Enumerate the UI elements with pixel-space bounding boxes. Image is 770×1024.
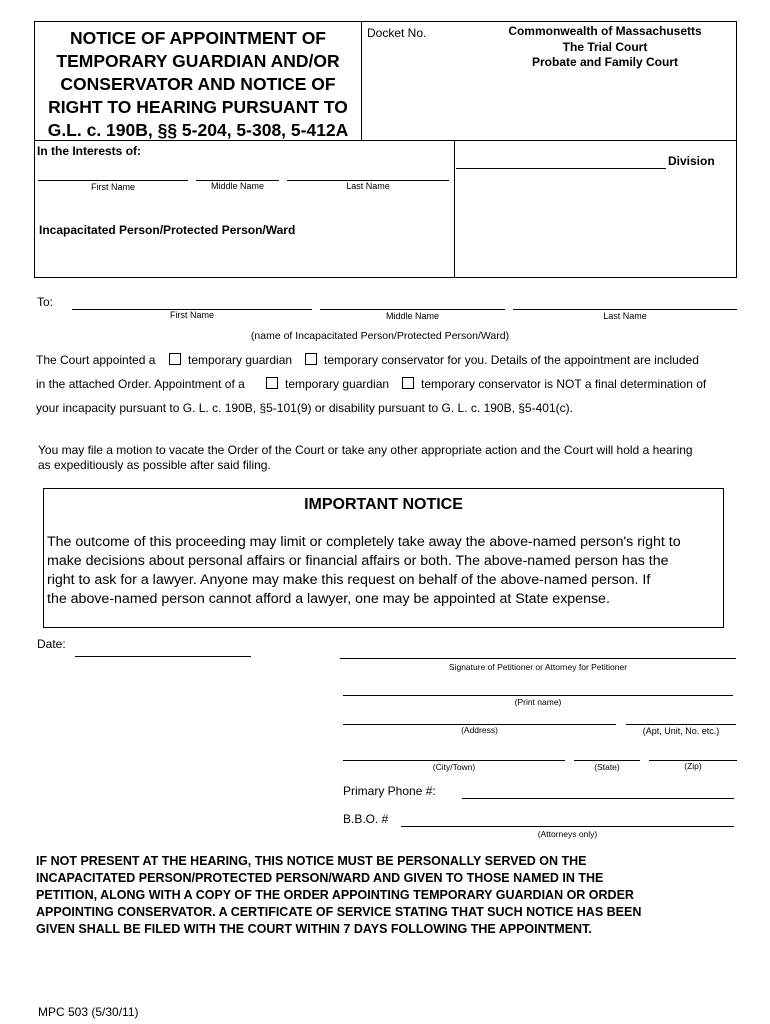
appointed-line-2b: temporary guardian — [285, 377, 390, 391]
appointed-guardian-checkbox[interactable] — [169, 353, 181, 365]
division-label: Division — [668, 154, 715, 168]
motion-text-2: as expeditiously as possible after said filing. — [38, 458, 271, 472]
date-label: Date: — [37, 637, 66, 651]
apt-field[interactable] — [626, 724, 736, 725]
to-middle-name-caption: Middle Name — [385, 311, 440, 321]
bbo-field[interactable] — [401, 826, 734, 827]
title-line: RIGHT TO HEARING PURSUANT TO — [48, 97, 348, 117]
apt-caption: (Apt, Unit, No. etc.) — [642, 726, 720, 736]
court-line: The Trial Court — [562, 39, 648, 54]
court-line: Commonwealth of Massachusetts — [508, 24, 702, 38]
first-name-field[interactable] — [38, 180, 188, 181]
first-name-caption: First Name — [90, 182, 135, 192]
state-field[interactable] — [574, 760, 640, 761]
signature-caption: Signature of Petitioner or Attorney for Petitioner — [448, 662, 628, 672]
appointed-line-2a: in the attached Order. Appointment of a — [36, 377, 245, 391]
to-last-name-caption: Last Name — [603, 311, 647, 321]
appointed-line-2c: temporary conservator is NOT a final determination of — [421, 377, 707, 391]
warning-line: GIVEN SHALL BE FILED WITH THE COURT WITHIN 7 DAYS FOLLOWING THE APPOINTMENT. — [36, 922, 592, 936]
appointed-line-3: your incapacity pursuant to G. L. c. 190B, §5-101(9) or disability pursuant to G. L. c. 190B, §5-401(c). — [36, 401, 573, 415]
person-type-label: Incapacitated Person/Protected Person/Ward — [39, 223, 296, 237]
appointed-conservator-checkbox[interactable] — [305, 353, 317, 365]
appointment-guardian-checkbox[interactable] — [266, 377, 278, 389]
notice-line: the above-named person cannot afford a lawyer, one may be appointed at State expense. — [47, 591, 610, 607]
city-field[interactable] — [343, 760, 565, 761]
division-field[interactable] — [456, 168, 666, 169]
phone-label: Primary Phone #: — [343, 784, 436, 798]
title-line: G.L. c. 190B, §§ 5-204, 5-308, 5-412A — [47, 120, 349, 140]
address-caption: (Address) — [461, 725, 498, 735]
print-name-caption: (Print name) — [514, 697, 562, 707]
interests-label: In the Interests of: — [37, 144, 142, 158]
date-field[interactable] — [75, 656, 251, 657]
to-label: To: — [37, 295, 54, 309]
notice-line: The outcome of this proceeding may limit or completely take away the above-named person's right to — [47, 534, 681, 550]
notice-line: make decisions about personal affairs or financial affairs or both. The above-named person has the — [47, 553, 669, 569]
docket-label: Docket No. — [367, 26, 427, 40]
warning-line: APPOINTING CONSERVATOR. A CERTIFICATE OF SERVICE STATING THAT SUCH NOTICE HAS BEEN — [36, 905, 642, 919]
attorneys-only-caption: (Attorneys only) — [537, 829, 598, 839]
form-title — [34, 27, 362, 142]
court-line: Probate and Family Court — [531, 55, 679, 69]
important-notice-title: IMPORTANT NOTICE — [304, 496, 463, 513]
form-id: MPC 503 (5/30/11) — [38, 1005, 139, 1019]
to-middle-name-field[interactable] — [320, 309, 505, 310]
zip-caption: (Zip) — [684, 761, 702, 771]
to-name-caption: (name of Incapacitated Person/Protected Person/Ward) — [250, 330, 510, 342]
print-name-field[interactable] — [343, 695, 733, 696]
appointed-line-1c: temporary conservator for you. Details of the appointment are included — [324, 353, 699, 367]
notice-line: right to ask for a lawyer. Anyone may make this request on behalf of the above-named person. If — [47, 572, 651, 588]
bbo-label: B.B.O. # — [343, 812, 389, 826]
important-notice-body — [47, 533, 681, 609]
state-caption: (State) — [594, 762, 620, 772]
service-warning — [36, 853, 641, 938]
title-line: CONSERVATOR AND NOTICE OF — [60, 74, 336, 94]
city-caption: (City/Town) — [432, 762, 476, 772]
appointed-line-1b: temporary guardian — [188, 353, 293, 367]
title-line: NOTICE OF APPOINTMENT OF — [69, 28, 326, 48]
to-last-name-field[interactable] — [513, 309, 737, 310]
warning-line: IF NOT PRESENT AT THE HEARING, THIS NOTICE MUST BE PERSONALLY SERVED ON THE — [36, 854, 587, 868]
phone-field[interactable] — [462, 798, 734, 799]
warning-line: INCAPACITATED PERSON/PROTECTED PERSON/WARD AND GIVEN TO THOSE NAMED IN THE — [36, 871, 604, 885]
appointment-conservator-checkbox[interactable] — [402, 377, 414, 389]
court-name — [488, 24, 722, 71]
middle-name-caption: Middle Name — [210, 181, 265, 191]
signature-field[interactable] — [340, 658, 736, 659]
title-line: TEMPORARY GUARDIAN AND/OR — [56, 51, 340, 71]
appointed-line-1a: The Court appointed a — [36, 353, 156, 367]
interests-box — [34, 140, 455, 278]
motion-text-1: You may file a motion to vacate the Order of the Court or take any other appropriate action and the Court will hold a hearing — [38, 443, 693, 457]
to-first-name-caption: First Name — [169, 310, 214, 320]
last-name-caption: Last Name — [346, 181, 390, 191]
warning-line: PETITION, ALONG WITH A COPY OF THE ORDER APPOINTING TEMPORARY GUARDIAN OR ORDER — [36, 888, 634, 902]
